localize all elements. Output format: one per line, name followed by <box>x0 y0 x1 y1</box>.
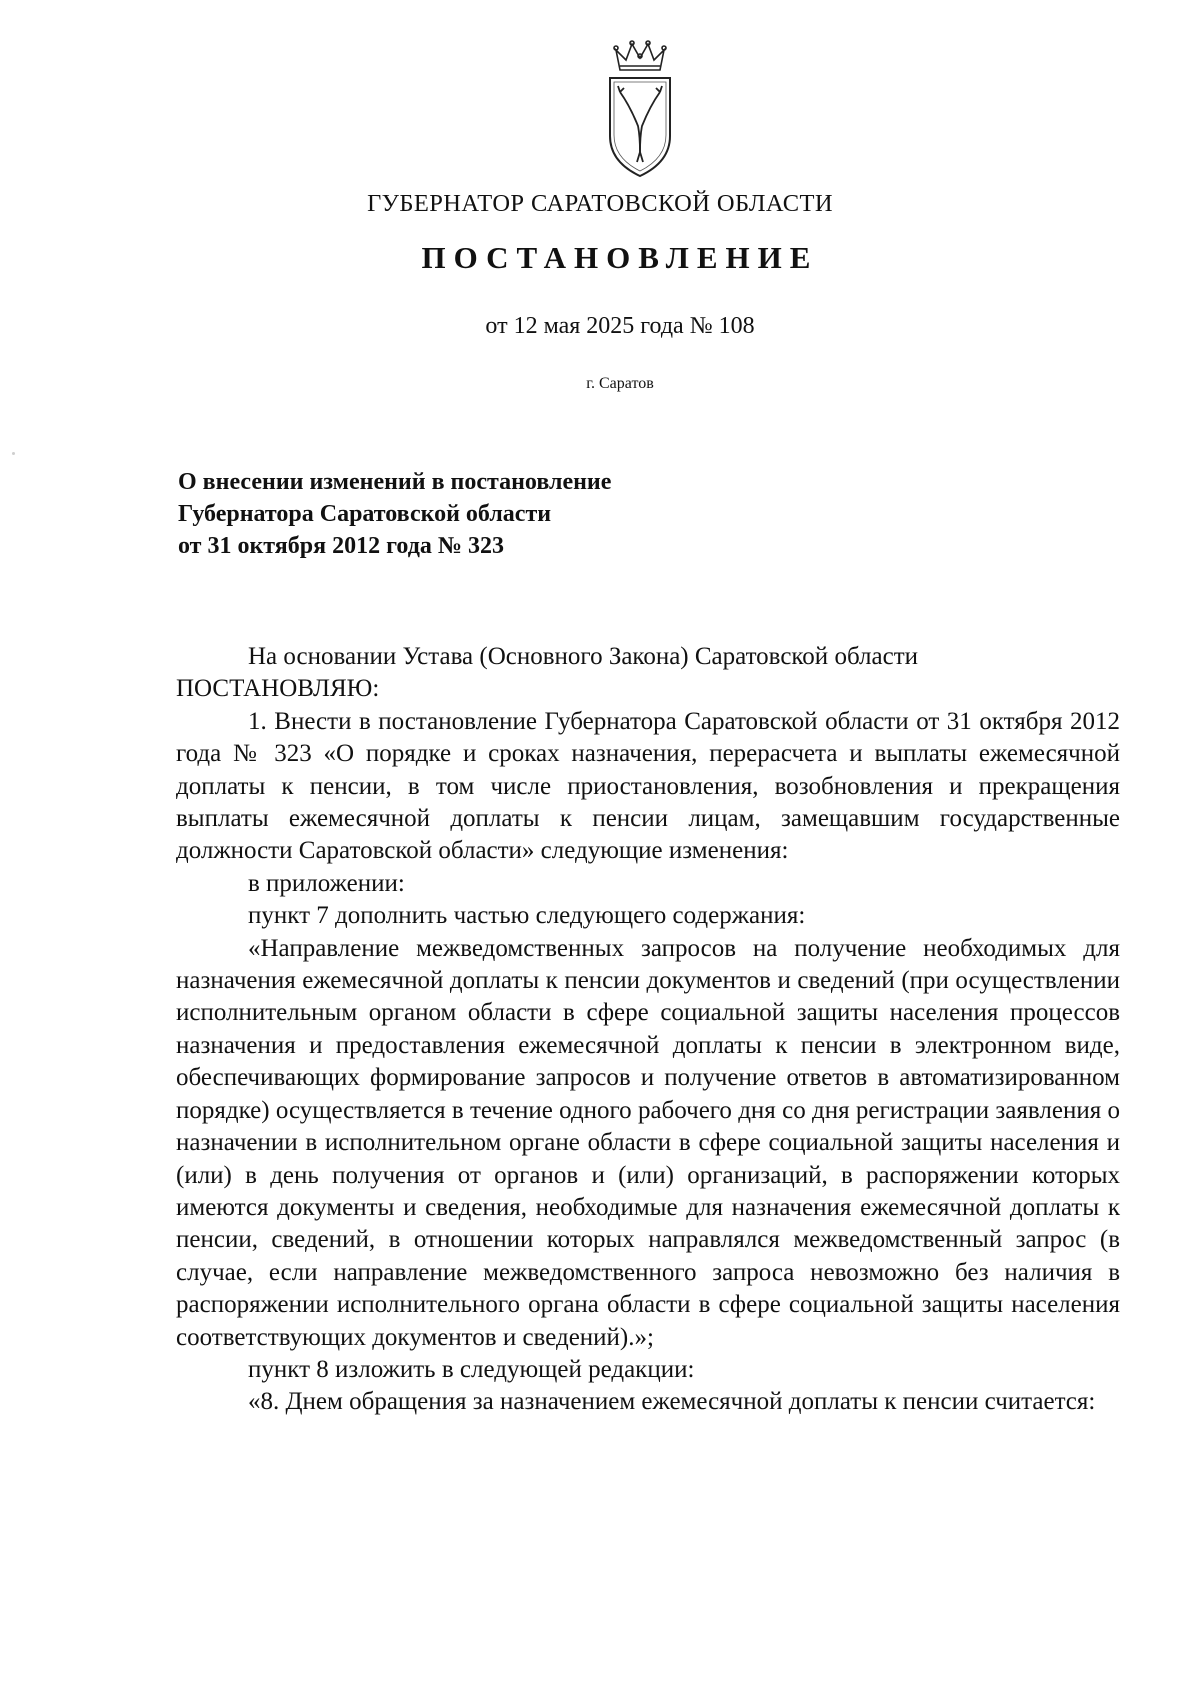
scan-speck <box>12 452 15 455</box>
point-7-text: «Направление межведомственных запросов на получение необходимых для назначения ежемесячной доплаты к пенсии документов и сведений (при осуществлении исполнительным органом области в сфере социальной защиты населения процессов назначения и предоставления ежемесячной доплаты к пенсии в электронном виде, обеспечивающих формирование запросов и получение ответов в автоматизированном порядке) осуществляется в течение одного рабочего дня со дня регистрации заявления о назначении в исполнительном органе области в сфере социальной защиты населения и (или) в день получения от органов и (или) организаций, в распоряжении которых имеются документы и сведения, необходимые для назначения ежемесячной доплаты к пенсии, сведений, в отношении которых направлялся межведомственный запрос (в случае, если направление межведомственного запроса невозможно без наличия в распоряжении исполнительного органа области в сфере социальной защиты населения соответствующих документов и сведений).»; <box>176 934 1120 1351</box>
point-8-text: «8. Днем обращения за назначением ежемесячной доплаты к пенсии считается: <box>248 1388 1096 1416</box>
title-line: от 31 октября 2012 года № 323 <box>178 533 504 559</box>
point-7-intro: пункт 7 дополнить частью следующего содержания: <box>248 902 806 930</box>
document-city: г. Саратов <box>586 375 654 392</box>
preamble-paragraph: На основании Устава (Основного Закона) Саратовской области <box>248 643 919 670</box>
title-line: О внесении изменений в постановление <box>178 469 612 495</box>
coat-of-arms-icon <box>600 40 680 180</box>
issuing-authority: ГУБЕРНАТОР САРАТОВСКОЙ ОБЛАСТИ <box>367 190 833 217</box>
decree-word: ПОСТАНОВЛЯЮ: <box>176 675 380 703</box>
document-title <box>178 466 611 562</box>
annex-paragraph: в приложении: <box>248 869 405 897</box>
document-date-number: от 12 мая 2025 года № 108 <box>485 313 755 339</box>
document-body <box>176 641 1120 1419</box>
point-8-intro: пункт 8 изложить в следующей редакции: <box>248 1355 695 1383</box>
title-line: Губернатора Саратовской области <box>178 501 552 527</box>
item-1-paragraph: 1. Внести в постановление Губернатора Саратовской области от 31 октября 2012 года № 323 «О порядке и сроках назначения, перерасчета и выплаты ежемесячной доплаты к пенсии, в том числе приостановления, возобновления и прекращения выплаты ежемесячной доплаты к пенсии лицам, замещавшим государственные должности Саратовской области» следующие изменения: <box>176 707 1120 865</box>
document-type: ПОСТАНОВЛЕНИЕ <box>421 240 819 275</box>
